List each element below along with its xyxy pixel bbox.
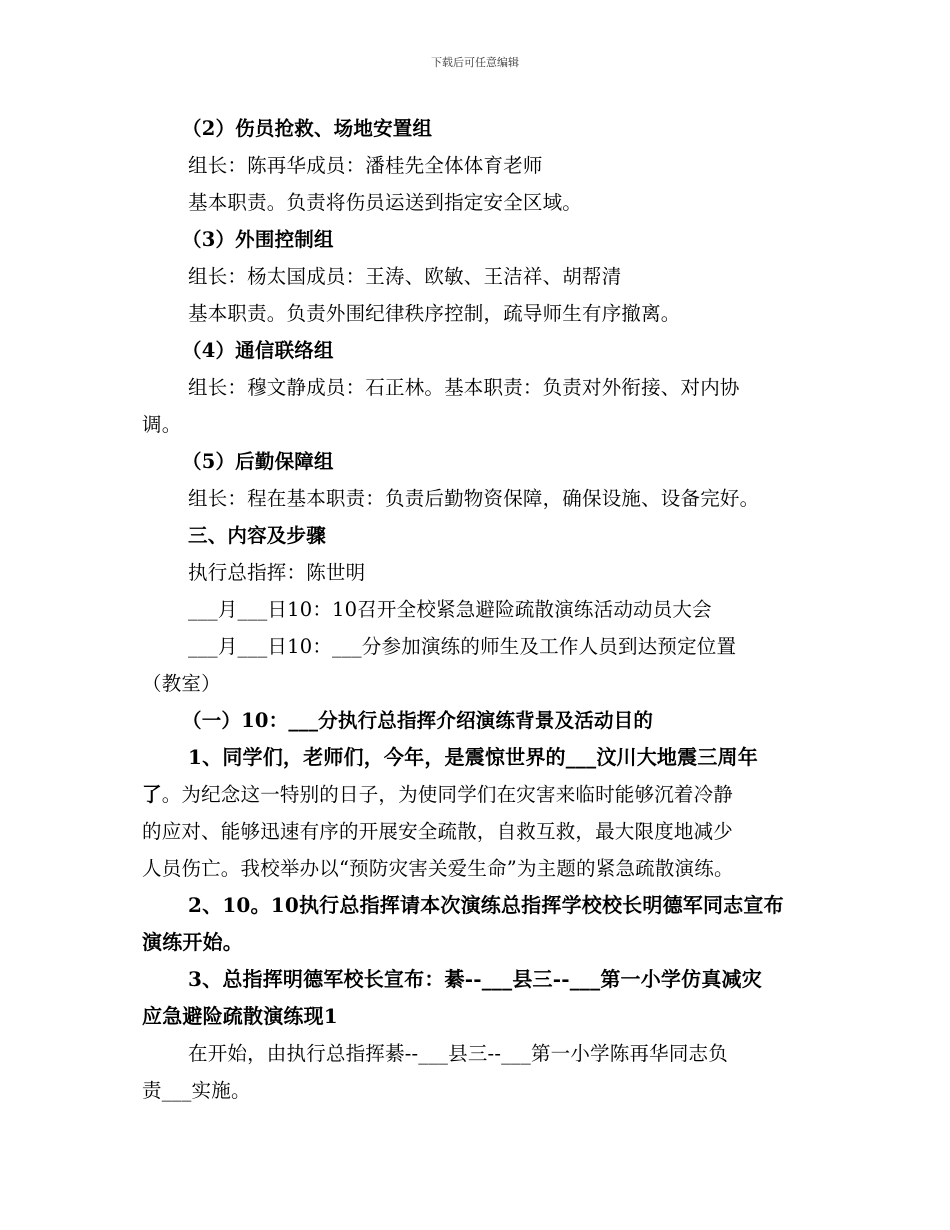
page-header: 下载后可任意编辑 bbox=[431, 56, 519, 69]
section-heading-perimeter-group: （3）外围控制组 bbox=[182, 228, 334, 251]
paragraph-line: 1、同学们，老师们，今年，是震惊世界的___汶川大地震三周年 bbox=[188, 745, 758, 769]
bold-fragment: 了 bbox=[142, 783, 162, 806]
paragraph-line: 组长：杨太国成员：王涛、欧敏、王洁祥、胡帮清 bbox=[188, 265, 622, 288]
paragraph-line: 3、总指挥明德军校长宣布：綦--___县三--___第一小学仿真减灾 bbox=[188, 967, 762, 991]
text-fragment: 。为纪念这一特别的日子，为使同学们在灾害来临时能够沉着冷静 bbox=[161, 783, 734, 806]
paragraph-line: 2、10。10执行总指挥请本次演练总指挥学校校长明德军同志宣布 bbox=[188, 893, 784, 917]
paragraph-line: ___月___日10：10召开全校紧急避险疏散演练活动动员大会 bbox=[188, 598, 712, 621]
paragraph-line: （教室） bbox=[142, 672, 221, 695]
paragraph-line: 在开始，由执行总指挥綦--___县三--___第一小学陈再华同志负 bbox=[188, 1042, 728, 1065]
paragraph-line bbox=[142, 776, 810, 813]
section-heading-content-steps: 三、内容及步骤 bbox=[188, 524, 326, 547]
paragraph-line: 基本职责。负责将伤员运送到指定安全区域。 bbox=[188, 191, 583, 214]
paragraph-line: 责___实施。 bbox=[142, 1079, 251, 1102]
section-heading-logistics-group: （5）后勤保障组 bbox=[182, 450, 334, 473]
document-body bbox=[142, 110, 810, 1109]
paragraph-line: 调。 bbox=[142, 413, 182, 436]
paragraph-line: 的应对、能够迅速有序的开展安全疏散，自救互救，最大限度地减少 bbox=[142, 820, 734, 843]
paragraph-line: 组长：穆文静成员：石正林。基本职责：负责对外衔接、对内协 bbox=[188, 376, 740, 399]
paragraph-line: 人员伤亡。我校举办以“预防灾害关爱生命”为主题的紧急疏散演练。 bbox=[142, 857, 734, 880]
paragraph-line: ___月___日10：___分参加演练的师生及工作人员到达预定位置 bbox=[188, 635, 737, 658]
section-heading-step-one: （一）10：___分执行总指挥介绍演练背景及活动目的 bbox=[182, 709, 654, 732]
paragraph-line: 组长：程在基本职责：负责后勤物资保障，确保设施、设备完好。 bbox=[188, 487, 760, 510]
paragraph-line: 应急避险疏散演练现1 bbox=[142, 1004, 338, 1028]
section-heading-rescue-group: （2）伤员抢救、场地安置组 bbox=[182, 117, 433, 140]
paragraph-line: 基本职责。负责外围纪律秩序控制，疏导师生有序撤离。 bbox=[188, 302, 681, 325]
paragraph-line: 组长：陈再华成员：潘桂先全体体育老师 bbox=[188, 154, 543, 177]
paragraph-line: 演练开始。 bbox=[142, 930, 243, 954]
section-heading-communication-group: （4）通信联络组 bbox=[182, 339, 334, 362]
paragraph-line: 执行总指挥：陈世明 bbox=[188, 561, 366, 584]
